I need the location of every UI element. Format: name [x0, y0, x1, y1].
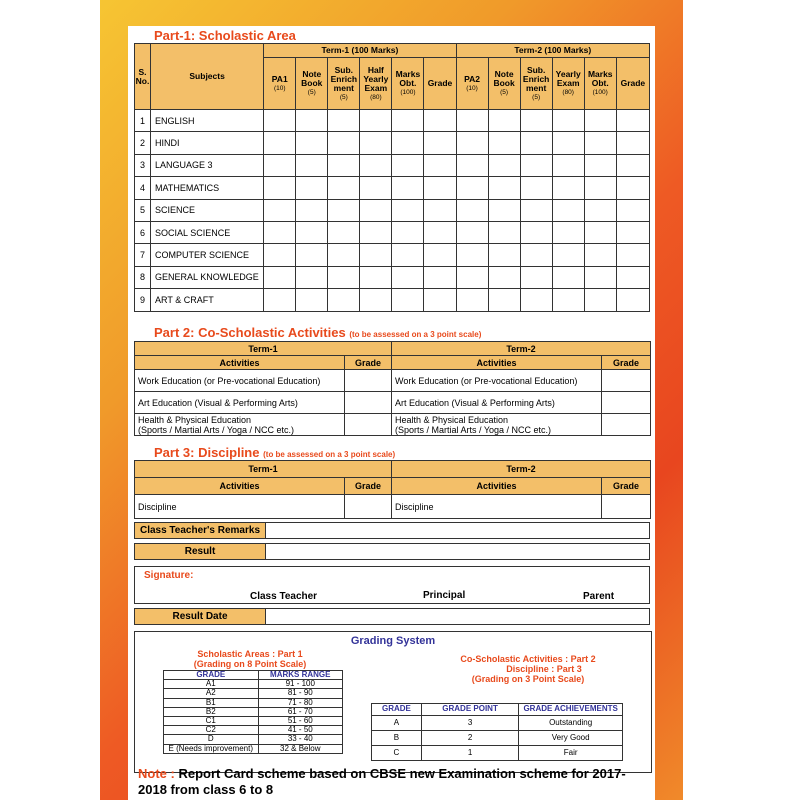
- marks-cell[interactable]: [456, 199, 488, 221]
- part2-term1-header: Term-1: [135, 342, 392, 356]
- marks-cell[interactable]: [552, 221, 584, 243]
- grading-title: Grading System: [350, 635, 436, 647]
- scale3-grade-header: GRADE: [372, 704, 422, 716]
- col-header-label: PA2: [464, 73, 480, 84]
- note-label: Note :: [138, 766, 175, 781]
- term1-col-header: [424, 58, 456, 110]
- activity-line-1: Art Education (Visual & Performing Arts): [395, 397, 555, 408]
- scale3-ach: Outstanding: [519, 716, 623, 731]
- scale8-row: [164, 735, 343, 744]
- part3-term2-header: Term-2: [392, 461, 651, 478]
- scale8-range: 32 & Below: [258, 744, 342, 753]
- part3-grade-header-1: Grade: [345, 478, 392, 495]
- marks-cell[interactable]: [616, 132, 649, 154]
- scale8-row: [164, 698, 343, 707]
- marks-cell[interactable]: [296, 244, 328, 266]
- signature-box: [134, 566, 650, 604]
- subject-row: [135, 289, 650, 311]
- term2-col-header: [520, 58, 552, 110]
- subject-number: 8: [135, 266, 151, 288]
- marks-cell[interactable]: [456, 154, 488, 176]
- scale3-grade: B: [372, 731, 422, 746]
- subject-row: [135, 110, 650, 132]
- marks-cell[interactable]: [552, 132, 584, 154]
- marks-cell[interactable]: [424, 110, 456, 132]
- sno-header: S. No.: [135, 44, 151, 110]
- marks-cell[interactable]: [456, 177, 488, 199]
- marks-cell[interactable]: [520, 177, 552, 199]
- marks-cell[interactable]: [616, 289, 649, 311]
- subject-row: [135, 154, 650, 176]
- scale8-row: [164, 707, 343, 716]
- scale8-range: 61 - 70: [258, 707, 342, 716]
- marks-cell[interactable]: [488, 132, 520, 154]
- marks-cell[interactable]: [584, 289, 616, 311]
- marks-cell[interactable]: [328, 177, 360, 199]
- marks-cell[interactable]: [456, 110, 488, 132]
- term1-col-header: [392, 58, 424, 110]
- subject-name: LANGUAGE 3: [151, 154, 264, 176]
- scholastic-grading-title: Scholastic Areas : Part 1: [197, 649, 303, 659]
- marks-cell[interactable]: [456, 221, 488, 243]
- part2-grade-header-2: Grade: [602, 356, 651, 370]
- scale8-row: [164, 680, 343, 689]
- scale8-row: [164, 717, 343, 726]
- footer-note: [138, 766, 653, 798]
- marks-cell[interactable]: [360, 132, 392, 154]
- col-header-label: Marks Obt.: [587, 69, 613, 88]
- marks-cell[interactable]: [584, 266, 616, 288]
- marks-cell[interactable]: [264, 266, 296, 288]
- marks-cell[interactable]: [584, 199, 616, 221]
- marks-cell[interactable]: [296, 177, 328, 199]
- marks-cell[interactable]: [264, 110, 296, 132]
- marks-cell[interactable]: [488, 244, 520, 266]
- marks-cell[interactable]: [552, 266, 584, 288]
- marks-cell[interactable]: [328, 110, 360, 132]
- activity-name: [392, 370, 602, 392]
- term2-header: Term-2 (100 Marks): [456, 44, 649, 58]
- col-header-label: Note Book: [301, 69, 323, 88]
- marks-cell[interactable]: [296, 132, 328, 154]
- subject-number: 1: [135, 110, 151, 132]
- col-header-label: PA1: [271, 73, 288, 84]
- marks-cell[interactable]: [488, 199, 520, 221]
- co-scholastic-grading-heading: [403, 654, 653, 684]
- col-header-max-marks: (10): [466, 84, 478, 92]
- subject-number: 7: [135, 244, 151, 266]
- scale8-range: 71 - 80: [258, 698, 342, 707]
- term1-header: Term-1 (100 Marks): [264, 44, 456, 58]
- subject-name: GENERAL KNOWLEDGE: [151, 266, 264, 288]
- subject-number: 5: [135, 199, 151, 221]
- marks-cell[interactable]: [264, 177, 296, 199]
- marks-cell[interactable]: [584, 154, 616, 176]
- marks-cell[interactable]: [328, 221, 360, 243]
- marks-cell[interactable]: [392, 289, 424, 311]
- marks-cell[interactable]: [360, 221, 392, 243]
- part3-grade-header-2: Grade: [602, 478, 651, 495]
- scale8-grade: A1: [164, 680, 259, 689]
- marks-cell[interactable]: [296, 110, 328, 132]
- marks-cell[interactable]: [520, 289, 552, 311]
- marks-cell[interactable]: [456, 244, 488, 266]
- discipline-label-term2: Discipline: [392, 495, 602, 519]
- activity-name: [135, 370, 345, 392]
- activity-row: [135, 392, 651, 414]
- scale3-ach: Very Good: [519, 731, 623, 746]
- scale8-range: 81 - 90: [258, 689, 342, 698]
- subject-row: [135, 132, 650, 154]
- activity-line-1: Health & Physical Education: [138, 414, 252, 425]
- marks-cell[interactable]: [296, 199, 328, 221]
- marks-cell[interactable]: [488, 266, 520, 288]
- marks-cell[interactable]: [264, 221, 296, 243]
- discipline-grade-term1[interactable]: [345, 495, 392, 519]
- marks-cell[interactable]: [616, 199, 649, 221]
- scale8-grade: B2: [164, 707, 259, 716]
- part3-term1-header: Term-1: [135, 461, 392, 478]
- activity-name: [392, 414, 602, 436]
- marks-cell[interactable]: [360, 244, 392, 266]
- note-text: Report Card scheme based on CBSE new Examination scheme for 2017-2018 from class 6 to 8: [138, 766, 626, 797]
- activity-line-1: Work Education (or Pre-vocational Education): [138, 375, 321, 386]
- scale3-point: 3: [421, 716, 518, 731]
- co-scholastic-table: [134, 341, 651, 436]
- col-header-label: Sub. Enrich ment: [522, 64, 550, 93]
- marks-cell[interactable]: [264, 199, 296, 221]
- co-grading-title-1: Co-Scholastic Activities : Part 2: [460, 654, 596, 664]
- marks-cell[interactable]: [264, 132, 296, 154]
- col-header-max-marks: (10): [273, 84, 286, 92]
- col-header-max-marks: (5): [307, 89, 316, 96]
- result-date-label: Result Date: [134, 608, 266, 625]
- activity-name: [135, 392, 345, 414]
- marks-cell[interactable]: [392, 221, 424, 243]
- scale8-row: [164, 744, 343, 753]
- marks-cell[interactable]: [392, 154, 424, 176]
- subject-name: HINDI: [151, 132, 264, 154]
- marks-cell[interactable]: [360, 154, 392, 176]
- col-header-max-marks: (80): [562, 89, 574, 96]
- scale8-range: 41 - 50: [258, 726, 342, 735]
- col-header-label: Yearly Exam: [555, 69, 581, 88]
- col-header-max-marks: (100): [592, 89, 608, 96]
- scale8-grade: C1: [164, 717, 259, 726]
- marks-cell[interactable]: [328, 132, 360, 154]
- part2-term2-header: Term-2: [392, 342, 651, 356]
- co-grading-title-2: Discipline : Part 3: [506, 664, 582, 674]
- marks-cell[interactable]: [392, 266, 424, 288]
- activity-grade-cell[interactable]: [602, 414, 651, 436]
- subject-number: 4: [135, 177, 151, 199]
- marks-cell[interactable]: [424, 177, 456, 199]
- marks-cell[interactable]: [616, 110, 649, 132]
- term1-col-header: [360, 58, 392, 110]
- marks-cell[interactable]: [296, 154, 328, 176]
- marks-cell[interactable]: [264, 154, 296, 176]
- subject-row: [135, 266, 650, 288]
- col-header-label: Note Book: [493, 69, 515, 88]
- marks-cell[interactable]: [488, 154, 520, 176]
- marks-cell[interactable]: [360, 177, 392, 199]
- discipline-label-term1: Discipline: [135, 495, 345, 519]
- marks-cell[interactable]: [296, 289, 328, 311]
- marks-cell[interactable]: [360, 199, 392, 221]
- subject-name: ART & CRAFT: [151, 289, 264, 311]
- marks-cell[interactable]: [392, 110, 424, 132]
- class-teacher-label: Class Teacher: [250, 591, 318, 602]
- eight-point-scale-table: [163, 670, 343, 754]
- scale3-grade: A: [372, 716, 422, 731]
- discipline-table: [134, 460, 651, 519]
- marks-cell[interactable]: [360, 289, 392, 311]
- part3-activities-header-1: Activities: [135, 478, 345, 495]
- part3-title: [154, 445, 395, 460]
- marks-cell[interactable]: [616, 244, 649, 266]
- scale3-point-header: GRADE POINT: [421, 704, 518, 716]
- activity-grade-cell[interactable]: [602, 392, 651, 414]
- activity-grade-cell[interactable]: [345, 392, 392, 414]
- marks-cell[interactable]: [296, 266, 328, 288]
- subject-name: SOCIAL SCIENCE: [151, 221, 264, 243]
- activity-name: [392, 392, 602, 414]
- discipline-grade-term2[interactable]: [602, 495, 651, 519]
- marks-cell[interactable]: [488, 289, 520, 311]
- marks-cell[interactable]: [552, 199, 584, 221]
- remarks-label: Class Teacher's Remarks: [134, 522, 266, 539]
- marks-cell[interactable]: [328, 266, 360, 288]
- scale8-range: 51 - 60: [258, 717, 342, 726]
- scholastic-grading-subtitle: (Grading on 8 Point Scale): [193, 659, 307, 669]
- part2-grade-header-1: Grade: [345, 356, 392, 370]
- three-point-scale-table: [371, 703, 623, 761]
- marks-cell[interactable]: [392, 177, 424, 199]
- subject-name: COMPUTER SCIENCE: [151, 244, 264, 266]
- scale8-range-header: MARKS RANGE: [258, 671, 342, 680]
- activity-line-1: Work Education (or Pre-vocational Education): [395, 375, 578, 386]
- marks-cell[interactable]: [424, 199, 456, 221]
- scholastic-table: [134, 43, 650, 312]
- scale8-grade: D: [164, 735, 259, 744]
- marks-cell[interactable]: [520, 266, 552, 288]
- marks-cell[interactable]: [392, 132, 424, 154]
- marks-cell[interactable]: [520, 110, 552, 132]
- subject-row: [135, 199, 650, 221]
- parent-label: Parent: [583, 591, 615, 602]
- result-field[interactable]: [265, 543, 650, 560]
- marks-cell[interactable]: [424, 244, 456, 266]
- remarks-field[interactable]: [265, 522, 650, 539]
- marks-cell[interactable]: [616, 221, 649, 243]
- result-date-field[interactable]: [265, 608, 650, 625]
- marks-cell[interactable]: [520, 132, 552, 154]
- part3-activities-header-2: Activities: [392, 478, 602, 495]
- marks-cell[interactable]: [392, 244, 424, 266]
- marks-cell[interactable]: [552, 289, 584, 311]
- report-card-sheet: [128, 26, 655, 800]
- subject-name: MATHEMATICS: [151, 177, 264, 199]
- marks-cell[interactable]: [424, 154, 456, 176]
- scale8-grade-header: GRADE: [164, 671, 259, 680]
- term2-col-header: [488, 58, 520, 110]
- marks-cell[interactable]: [552, 177, 584, 199]
- col-header-label: Grade: [427, 78, 453, 88]
- col-header-max-marks: (5): [500, 89, 509, 96]
- marks-cell[interactable]: [616, 154, 649, 176]
- marks-cell[interactable]: [456, 266, 488, 288]
- col-header-label: Grade: [620, 78, 646, 88]
- marks-cell[interactable]: [488, 177, 520, 199]
- marks-cell[interactable]: [264, 289, 296, 311]
- signature-label: Signature:: [144, 570, 194, 581]
- scale3-row: [372, 746, 623, 761]
- activity-row: [135, 414, 651, 436]
- col-header-label: Marks Obt.: [395, 69, 421, 88]
- marks-cell[interactable]: [424, 266, 456, 288]
- part2-subtitle: (to be assessed on a 3 point scale): [349, 330, 482, 339]
- col-header-max-marks: (80): [370, 93, 382, 101]
- subject-name: SCIENCE: [151, 199, 264, 221]
- scale8-grade: A2: [164, 689, 259, 698]
- scale3-row: [372, 716, 623, 731]
- marks-cell[interactable]: [616, 177, 649, 199]
- marks-cell[interactable]: [456, 289, 488, 311]
- term1-col-header: [296, 58, 328, 110]
- part2-title: [154, 325, 481, 340]
- marks-cell[interactable]: [520, 154, 552, 176]
- scale3-achievement-header: GRADE ACHIEVEMENTS: [519, 704, 623, 716]
- subject-number: 3: [135, 154, 151, 176]
- col-header-label: Half Yearly Exam: [363, 64, 389, 93]
- marks-cell[interactable]: [264, 244, 296, 266]
- part2-title-text: Part 2: Co-Scholastic Activities: [154, 325, 346, 340]
- col-header-max-marks: (5): [339, 93, 348, 101]
- col-header-label: Sub. Enrich ment: [330, 64, 358, 93]
- activity-line-2: (Sports / Martial Arts / Yoga / NCC etc.): [395, 424, 552, 435]
- term2-col-header: [616, 58, 649, 110]
- scale8-range: 33 - 40: [258, 735, 342, 744]
- marks-cell[interactable]: [424, 132, 456, 154]
- subject-number: 9: [135, 289, 151, 311]
- activity-name: [135, 414, 345, 436]
- marks-cell[interactable]: [424, 289, 456, 311]
- marks-cell[interactable]: [616, 266, 649, 288]
- marks-cell[interactable]: [520, 244, 552, 266]
- grading-system-box: [134, 631, 652, 773]
- activity-grade-cell[interactable]: [345, 370, 392, 392]
- scale8-grade: E (Needs improvement): [164, 744, 259, 753]
- col-header-max-marks: (5): [532, 93, 541, 101]
- marks-cell[interactable]: [328, 289, 360, 311]
- co-grading-subtitle: (Grading on 3 Point Scale): [471, 674, 585, 684]
- scale3-grade: C: [372, 746, 422, 761]
- part2-activities-header-2: Activities: [392, 356, 602, 370]
- marks-cell[interactable]: [360, 110, 392, 132]
- marks-cell[interactable]: [424, 221, 456, 243]
- marks-cell[interactable]: [328, 154, 360, 176]
- term2-col-header: [552, 58, 584, 110]
- scale8-grade: C2: [164, 726, 259, 735]
- activity-line-1: Health & Physical Education: [395, 414, 509, 425]
- marks-cell[interactable]: [584, 177, 616, 199]
- marks-cell[interactable]: [584, 221, 616, 243]
- subject-number: 2: [135, 132, 151, 154]
- activity-line-2: (Sports / Martial Arts / Yoga / NCC etc.): [138, 424, 295, 435]
- scale3-row: [372, 731, 623, 746]
- scholastic-grading-heading: [165, 649, 335, 669]
- scale8-grade: B1: [164, 698, 259, 707]
- subject-name: ENGLISH: [151, 110, 264, 132]
- scale3-ach: Fair: [519, 746, 623, 761]
- col-header-max-marks: (100): [400, 89, 416, 96]
- term2-col-header: [456, 58, 488, 110]
- marks-cell[interactable]: [584, 132, 616, 154]
- part3-title-text: Part 3: Discipline: [154, 445, 260, 460]
- marks-cell[interactable]: [520, 221, 552, 243]
- scale8-row: [164, 689, 343, 698]
- part1-title: Part-1: Scholastic Area: [154, 28, 296, 43]
- marks-cell[interactable]: [552, 154, 584, 176]
- subject-row: [135, 244, 650, 266]
- marks-cell[interactable]: [392, 199, 424, 221]
- subjects-header: Subjects: [151, 44, 264, 110]
- marks-cell[interactable]: [584, 110, 616, 132]
- marks-cell[interactable]: [488, 221, 520, 243]
- marks-cell[interactable]: [584, 244, 616, 266]
- part3-subtitle: (to be assessed on a 3 point scale): [263, 450, 396, 459]
- subject-row: [135, 177, 650, 199]
- marks-cell[interactable]: [360, 266, 392, 288]
- marks-cell[interactable]: [552, 110, 584, 132]
- subject-number: 6: [135, 221, 151, 243]
- term1-col-header: [264, 58, 296, 110]
- scale8-row: [164, 726, 343, 735]
- part2-activities-header-1: Activities: [135, 356, 345, 370]
- subject-row: [135, 221, 650, 243]
- scale8-range: 91 - 100: [258, 680, 342, 689]
- marks-cell[interactable]: [552, 244, 584, 266]
- activity-grade-cell[interactable]: [602, 370, 651, 392]
- marks-cell[interactable]: [328, 199, 360, 221]
- result-label: Result: [134, 543, 266, 560]
- scale3-point: 1: [421, 746, 518, 761]
- term2-col-header: [584, 58, 616, 110]
- marks-cell[interactable]: [328, 244, 360, 266]
- scale3-point: 2: [421, 731, 518, 746]
- marks-cell[interactable]: [520, 199, 552, 221]
- marks-cell[interactable]: [488, 110, 520, 132]
- marks-cell[interactable]: [296, 221, 328, 243]
- activity-row: [135, 370, 651, 392]
- activity-grade-cell[interactable]: [345, 414, 392, 436]
- term1-col-header: [328, 58, 360, 110]
- principal-label: Principal: [423, 590, 466, 601]
- activity-line-1: Art Education (Visual & Performing Arts): [138, 397, 298, 408]
- marks-cell[interactable]: [456, 132, 488, 154]
